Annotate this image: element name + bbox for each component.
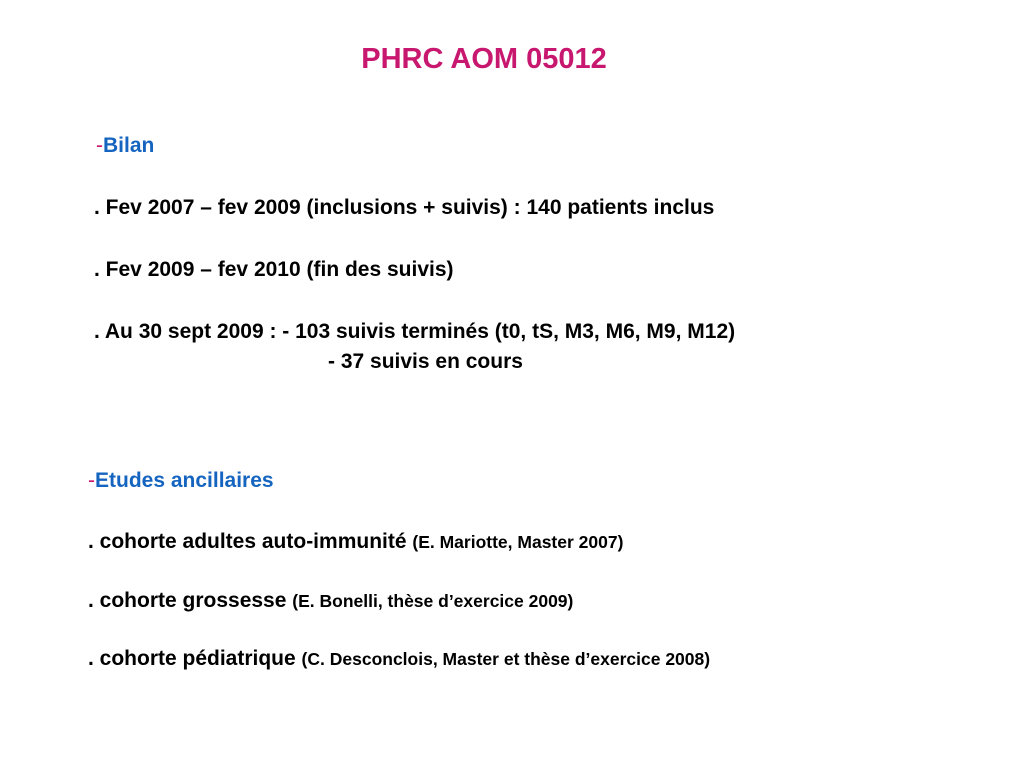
bilan-item-3-continuation: - 37 suivis en cours [328,350,523,373]
bilan-item-1: . Fev 2007 – fev 2009 (inclusions + suivis) : 140 patients inclus [94,196,715,219]
bilan-heading-text: Bilan [103,134,155,157]
bilan-item-3: . Au 30 sept 2009 : - 103 suivis terminés (t0, tS, M3, M6, M9, M12) [94,320,736,343]
etudes-item-2 [88,589,573,613]
etudes-item-3 [88,647,710,671]
bilan-item-2: . Fev 2009 – fev 2010 (fin des suivis) [94,258,454,281]
etudes-item-2-note: (E. Bonelli, thèse d’exercice 2009) [292,591,574,611]
etudes-heading [88,469,274,493]
etudes-item-1-main: . cohorte adultes auto-immunité [88,530,407,553]
slide-title: PHRC AOM 05012 [361,43,607,75]
etudes-item-1 [88,530,623,554]
bilan-heading [96,134,154,158]
etudes-item-1-note: (E. Mariotte, Master 2007) [412,532,624,552]
etudes-heading-text: Etudes ancillaires [95,469,274,492]
etudes-dash: - [88,469,95,492]
etudes-item-2-main: . cohorte grossesse [88,589,287,612]
etudes-item-3-note: (C. Desconclois, Master et thèse d’exercice 2008) [301,649,711,669]
etudes-item-3-main: . cohorte pédiatrique [88,647,296,670]
bilan-dash: - [96,134,103,157]
